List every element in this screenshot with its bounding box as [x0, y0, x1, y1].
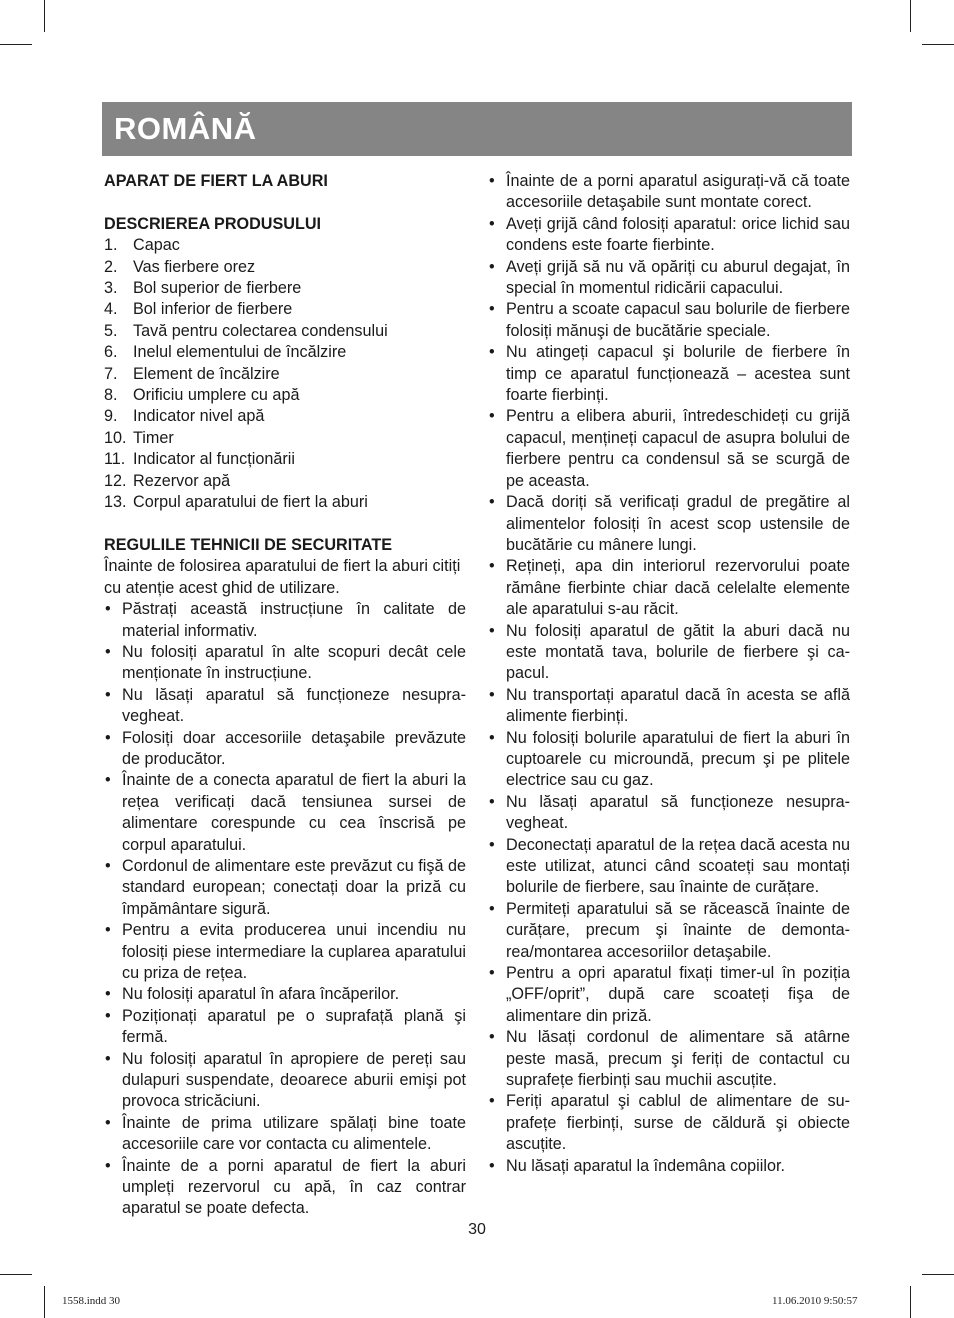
safety-list-item: [104, 1049, 466, 1113]
parts-list-label: Timer: [133, 428, 174, 447]
parts-list-number: 9.: [104, 407, 118, 426]
safety-list-left: [104, 599, 466, 1220]
safety-list-text: Păstrați această instrucțiune în calitate de material informativ.: [122, 600, 466, 640]
safety-list-text: Pentru a scoate capacul sau bolurile de fierbere folosiți mănuşi de bucătărie speciale.: [506, 300, 850, 340]
bullet-icon: •: [489, 728, 495, 747]
bullet-icon: •: [105, 1113, 111, 1132]
parts-list-item: [104, 257, 466, 278]
crop-mark-bottom-right: [910, 1286, 911, 1318]
bullet-icon: •: [489, 964, 495, 983]
safety-list-item: [488, 492, 850, 556]
parts-list-number: 5.: [104, 321, 118, 340]
parts-list-item: [104, 321, 466, 342]
safety-list-text: Nu folosiți aparatul în alte scopuri decât cele menționate în instrucțiune.: [122, 642, 466, 683]
parts-list-number: 6.: [104, 343, 118, 362]
safety-list-text: Nu transportați aparatul dacă în acesta se află alimente fierbinți.: [506, 685, 850, 726]
parts-list-number: 10.: [104, 428, 127, 447]
parts-list-label: Bol inferior de fierbere: [133, 300, 293, 319]
bullet-icon: •: [489, 557, 495, 576]
safety-list-item: [488, 171, 850, 214]
crop-mark-top-right: [922, 44, 954, 45]
safety-list-text: Înainte de a porni aparatul asigurați-vă că toate accesoriile detaşabile sunt montate corect.: [506, 172, 850, 212]
parts-list-label: Capac: [133, 236, 180, 255]
safety-list-item: [104, 920, 466, 984]
safety-list-item: [488, 556, 850, 620]
safety-list-item: [488, 685, 850, 728]
bullet-icon: •: [489, 835, 495, 854]
safety-list-text: Pentru a opri aparatul fixați timer-ul în poziția „OFF/oprit”, după care scoateți fişa de alimentare din priză.: [506, 964, 850, 1025]
bullet-icon: •: [105, 985, 111, 1004]
bullet-icon: •: [105, 771, 111, 790]
crop-mark-bottom-right: [922, 1274, 954, 1275]
safety-heading: REGULILE TEHNICII DE SECURITATE: [104, 535, 393, 554]
parts-list-label: Vas fierbere orez: [133, 257, 256, 276]
safety-list-item: [104, 856, 466, 920]
parts-list-label: Orificiu umplere cu apă: [133, 386, 300, 405]
safety-list-text: Poziționați aparatul pe o suprafață plană şi fermă.: [122, 1006, 466, 1047]
parts-list-item: [104, 364, 466, 385]
bullet-icon: •: [105, 1049, 111, 1068]
safety-list-text: Nu atingeți capacul şi bolurile de fierbere în timp ce aparatul funcționează – acestea sunt foarte fierbinți.: [506, 343, 850, 405]
parts-list-number: 2.: [104, 257, 118, 276]
bullet-icon: •: [489, 407, 495, 426]
bullet-icon: •: [489, 257, 495, 276]
bullet-icon: •: [105, 921, 111, 940]
safety-list-item: [104, 1156, 466, 1220]
safety-list-text: Nu folosiți aparatul de gătit la aburi dacă nu este montată tava, bolurile de fierbere şi capacul.: [506, 621, 850, 683]
bullet-icon: •: [105, 600, 111, 619]
safety-list-item: [488, 1091, 850, 1155]
file-slug: 1558.indd 30: [62, 1295, 121, 1307]
parts-list-label: Inelul elementului de încălzire: [133, 343, 347, 362]
bullet-icon: •: [489, 1028, 495, 1047]
date-slug: 11.06.2010 9:50:57: [772, 1295, 858, 1307]
safety-list-item: [488, 963, 850, 1027]
parts-list-label: Element de încălzire: [133, 364, 280, 383]
safety-list-text: Nu lăsați cordonul de alimentare să atârne peste masă, precum şi feriți de contactul cu suprafețe fierbinți sau muchii ascuțite.: [506, 1028, 850, 1090]
parts-list-number: 13.: [104, 493, 127, 512]
parts-list-item: [104, 278, 466, 299]
parts-list-item: [104, 385, 466, 406]
safety-list-item: [488, 342, 850, 406]
parts-list-number: 7.: [104, 364, 118, 383]
language-header: [102, 102, 852, 156]
safety-list-item: [488, 792, 850, 835]
safety-list-item: [488, 1027, 850, 1091]
bullet-icon: •: [489, 685, 495, 704]
safety-list-text: Nu folosiți aparatul în afara încăperilor.: [122, 985, 400, 1004]
crop-mark-top-right: [910, 0, 911, 32]
safety-list-text: Folosiți doar accesoriile detaşabile prevăzute de producător.: [122, 728, 466, 768]
safety-list-text: Feriți aparatul şi cablul de alimentare de suprafețe fierbinți, surse de căldură şi obiecte ascuțite.: [506, 1092, 850, 1154]
crop-mark-bottom-left: [44, 1286, 45, 1318]
parts-list-label: Rezervor apă: [133, 471, 231, 490]
parts-list-item: [104, 406, 466, 427]
parts-list-label: Corpul aparatului de fiert la aburi: [133, 493, 368, 512]
safety-list-item: [104, 599, 466, 642]
bullet-icon: •: [105, 642, 111, 661]
safety-list-text: Nu folosiți bolurile aparatului de fiert la aburi în cuptoarele cu microundă, precum şi pe plitele electrice sau cu gaz.: [506, 728, 850, 790]
page-number: 30: [468, 1221, 486, 1238]
parts-list-number: 4.: [104, 300, 118, 319]
parts-list-label: Tavă pentru colectarea condensului: [133, 321, 388, 340]
safety-list-item: [488, 621, 850, 685]
safety-list-text: Nu lăsați aparatul să funcționeze nesupravegheat.: [122, 685, 466, 726]
parts-list-label: Indicator al funcționării: [133, 450, 295, 469]
parts-list-item: [104, 471, 466, 492]
bullet-icon: •: [105, 685, 111, 704]
language-title: ROMÂNĂ: [114, 111, 257, 146]
safety-list-item: [488, 299, 850, 342]
bullet-icon: •: [489, 300, 495, 319]
safety-list-item: [104, 642, 466, 685]
safety-list-text: Înainte de prima utilizare spălați bine toate accesoriile care vor contacta cu alimentele.: [122, 1113, 466, 1154]
bullet-icon: •: [105, 728, 111, 747]
safety-list-item: [488, 257, 850, 300]
bullet-icon: •: [105, 1156, 111, 1175]
bullet-icon: •: [489, 493, 495, 512]
safety-list-item: [488, 899, 850, 963]
bullet-icon: •: [489, 1092, 495, 1111]
bullet-icon: •: [489, 214, 495, 233]
safety-list-text: Permiteți aparatului să se răcească înainte de curățare, precum şi înainte de demontarea/montarea accesoriilor detaşabile.: [506, 899, 850, 961]
safety-list-text: Aveți grijă când folosiți aparatul: orice lichid sau condens este foarte fierbinte.: [506, 214, 850, 255]
bullet-icon: •: [489, 621, 495, 640]
description-heading: DESCRIEREA PRODUSULUI: [104, 214, 322, 233]
safety-list-item: [104, 685, 466, 728]
safety-list-text: Nu lăsați aparatul la îndemâna copiilor.: [506, 1156, 785, 1175]
bullet-icon: •: [105, 856, 111, 875]
parts-list-item: [104, 299, 466, 320]
product-title: APARAT DE FIERT LA ABURI: [104, 172, 328, 190]
bullet-icon: •: [489, 899, 495, 918]
safety-list-text: Înainte de a porni aparatul de fiert la aburi umpleți rezervorul cu apă, în caz contrar aparatul se poate defecta.: [122, 1156, 466, 1218]
parts-list-item: [104, 449, 466, 470]
safety-list-item: [104, 1113, 466, 1156]
bullet-icon: •: [489, 1156, 495, 1175]
safety-list-item: [488, 214, 850, 257]
parts-list-item: [104, 235, 466, 256]
parts-list-number: 12.: [104, 471, 127, 490]
bullet-icon: •: [489, 343, 495, 362]
bullet-icon: •: [489, 792, 495, 811]
parts-list-label: Indicator nivel apă: [133, 407, 265, 426]
parts-list-item: [104, 428, 466, 449]
left-column: [104, 171, 466, 1220]
safety-list-text: Înainte de a conecta aparatul de fiert la aburi la rețea verificați dacă tensiunea sursei de alimentare corespunde cu cea înscrisă pe corpul aparatului.: [122, 771, 466, 854]
safety-list-text: Cordonul de alimentare este prevăzut cu fişă de standard european; conectați doar la priză cu împământare sigură.: [122, 856, 466, 918]
safety-list-item: [488, 835, 850, 899]
safety-list-text: Aveți grijă să nu vă opăriți cu aburul degajat, în special în momentul ridicării capacului.: [506, 257, 850, 298]
parts-list-number: 8.: [104, 386, 118, 405]
bullet-icon: •: [489, 172, 495, 190]
safety-list-item: [104, 1006, 466, 1049]
right-column: [488, 171, 850, 1177]
crop-mark-top-left: [44, 0, 45, 32]
safety-list-text: Pentru a evita producerea unui incendiu nu folosiți piese intermediare la cuplarea aparatului cu priza de rețea.: [122, 921, 466, 982]
safety-list-item: [488, 1156, 850, 1177]
parts-list-item: [104, 342, 466, 363]
safety-list-text: Nu folosiți aparatul în apropiere de pereți sau dulapuri suspendate, deoarece aburii emişi pot provoca stricăciuni.: [122, 1049, 466, 1111]
safety-list-item: [488, 406, 850, 492]
crop-mark-bottom-left: [0, 1274, 32, 1275]
safety-list-text: Rețineți, apa din interiorul rezervorului poate rămâne fierbinte chiar dacă celelalte elemente ale aparatului s-au răcit.: [506, 557, 850, 619]
safety-list-text: Dacă doriți să verificați gradul de pregătire al alimentelor folosiți în acest scop ustensile de bucătărie cu mânere lungi.: [506, 493, 850, 554]
safety-list-item: [104, 984, 466, 1005]
parts-list-number: 1.: [104, 236, 118, 255]
parts-list-label: Bol superior de fierbere: [133, 279, 302, 298]
safety-list-item: [104, 770, 466, 856]
safety-list-text: Deconectați aparatul de la rețea dacă acesta nu este utilizat, atunci când scoateți sau montați bolurile de fierbere, sau înainte de curățare.: [506, 835, 850, 897]
safety-list-text: Nu lăsați aparatul să funcționeze nesupravegheat.: [506, 792, 850, 833]
safety-list-right: [488, 171, 850, 1177]
safety-list-item: [488, 728, 850, 792]
crop-mark-top-left: [0, 44, 32, 45]
parts-list: [104, 235, 466, 513]
parts-list-number: 3.: [104, 279, 118, 298]
parts-list-number: 11.: [104, 450, 126, 469]
bullet-icon: •: [105, 1006, 111, 1025]
safety-list-item: [104, 728, 466, 771]
parts-list-item: [104, 492, 466, 513]
safety-list-text: Pentru a elibera aburii, întredeschideți cu grijă capacul, mențineți capacul de asupra bolului de fierbere pentru ca condensul să se scurgă de pe aceasta.: [506, 407, 850, 490]
safety-intro: Înainte de folosirea aparatului de fiert la aburi citiți cu atenție acest ghid de utilizare.: [104, 557, 461, 597]
